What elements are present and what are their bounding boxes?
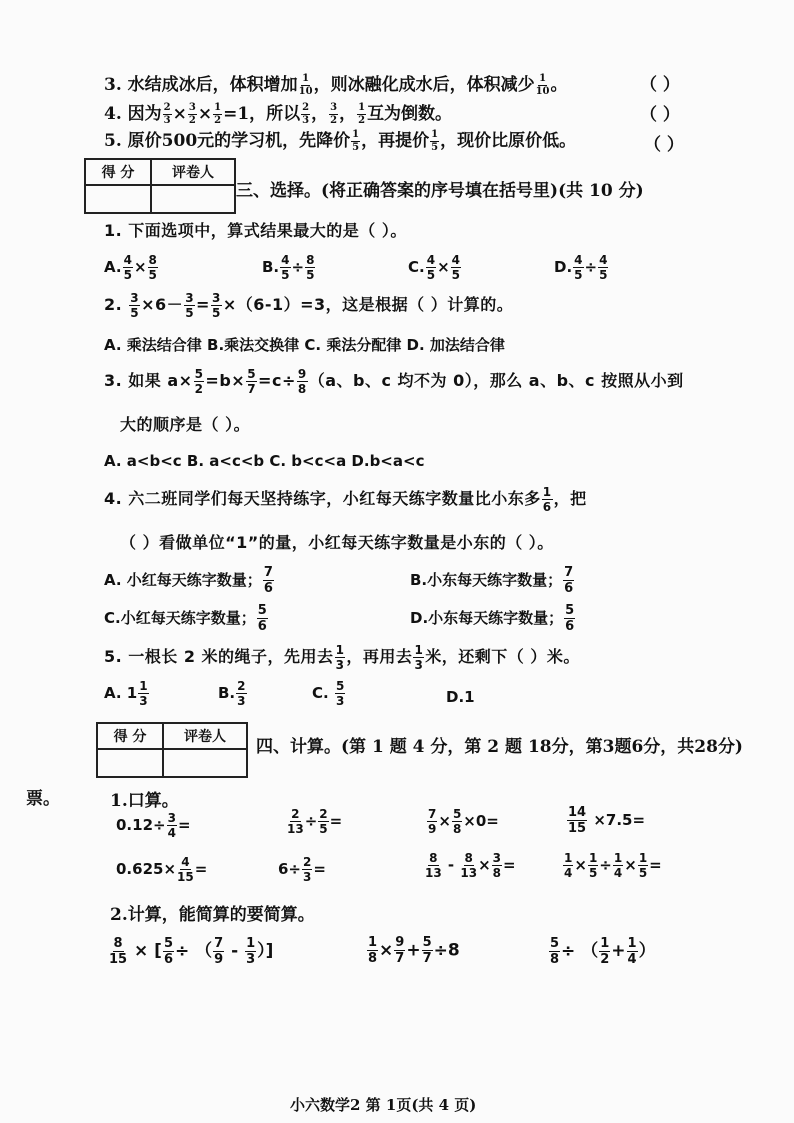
oral-calc-heading: 1.口算。 (110, 791, 179, 811)
choice-question-3: 3. 如果 a× $\frac{5}{2}$ =b× $\frac{5}{7}$ =c÷ $\frac{9}{8}$ （a、b、c 均不为 0），那么 a、b、c 按照从小到 (104, 367, 684, 396)
score-box-section-4 (96, 722, 248, 778)
tf-answer-bracket-5[interactable]: （ ） (644, 135, 684, 155)
choice-5-option-b[interactable]: B. $\frac{2}{3}$ (218, 679, 246, 708)
section-3-title: 三、选择。(将正确答案的序号填在括号里)(共 10 分) (236, 181, 644, 201)
margin-note: 票。 (26, 789, 60, 809)
score-cell[interactable] (97, 749, 163, 777)
oral-calc-4: $\frac{14}{15}$ ×7.5= (568, 805, 646, 836)
choice-4-option-a[interactable]: A. 小红每天练字数量； $\frac{7}{6}$ (104, 565, 273, 596)
tf-question-4: 4. 因为 $\frac{2}{3}$ × $\frac{3}{2}$ × $\frac{1}{2}$ =1，所以 $\frac{2}{3}$ ， $\frac{3}{2}$ ， $\frac{1}{2}$ 互为倒数。 (104, 102, 453, 126)
grader-cell[interactable] (151, 185, 235, 213)
oral-calc-7: $\frac{8}{13}$ - $\frac{8}{13}$ × $\frac{3}{8}$ = (425, 851, 516, 880)
choice-2-options[interactable]: A. 乘法结合律 B.乘法交换律 C. 乘法分配律 D. 加法结合律 (104, 336, 505, 354)
section-4-title: 四、计算。(第 1 题 4 分，第 2 题 18分，第3题6分，共28分) (256, 737, 743, 757)
tf-question-5: 5. 原价500元的学习机，先降价 $\frac{1}{5}$ ，再提价 $\frac{1}{5}$ ，现价比原价低。 (104, 129, 577, 153)
choice-5-option-a[interactable]: A. 1 $\frac{1}{3}$ (104, 679, 148, 708)
choice-question-4: 4. 六二班同学们每天坚持练字，小红每天练字数量比小东多 $\frac{1}{6}$ ，把 (104, 485, 587, 514)
grader-header: 评卷人 (163, 723, 247, 749)
calc-expression-1: $\frac{8}{15}$ × [ $\frac{5}{6}$ ÷ （ $\frac{7}{9}$ - $\frac{1}{3}$ ）] (109, 935, 274, 967)
tf-answer-bracket-4[interactable]: （ ） (640, 105, 680, 125)
score-box-section-3 (84, 158, 236, 214)
oral-calc-2: $\frac{2}{13}$ ÷ $\frac{2}{5}$ = (287, 807, 343, 836)
tf-answer-bracket-3[interactable]: （ ） (640, 75, 680, 95)
grader-cell[interactable] (163, 749, 247, 777)
oral-calc-5: 0.625× $\frac{4}{15}$ = (116, 855, 208, 884)
oral-calc-1: 0.12÷ $\frac{3}{4}$ = (116, 811, 191, 840)
calc-heading: 2.计算，能简算的要简算。 (110, 905, 315, 925)
score-header: 得 分 (97, 723, 163, 749)
calc-expression-3: $\frac{5}{8}$ ÷ （ $\frac{1}{2}$ + $\frac{1}{4}$ ） (550, 935, 656, 967)
choice-3-options[interactable]: A. a<b<c B. a<c<b C. b<c<a D.b<a<c (104, 452, 425, 470)
choice-1-option-a[interactable]: A. $\frac{4}{5}$ × $\frac{8}{5}$ (104, 253, 157, 282)
score-header: 得 分 (85, 159, 151, 185)
choice-5-option-d[interactable]: D.1 (446, 688, 475, 706)
page-footer: 小六数学2 第 1页(共 4 页) (290, 1096, 477, 1114)
calc-expression-2: $\frac{1}{8}$ × $\frac{9}{7}$ + $\frac{5}{7}$ ÷8 (368, 935, 460, 966)
choice-5-option-c[interactable]: C. $\frac{5}{3}$ (312, 679, 345, 708)
tf-question-3: 3. 水结成冰后，体积增加 $\frac{1}{10}$ ，则冰融化成水后，体积减少 $\frac{1}{10}$ 。 (104, 73, 568, 97)
oral-calc-6: 6÷ $\frac{2}{3}$ = (278, 855, 326, 884)
choice-question-2: 2. $\frac{3}{5}$ ×6－ $\frac{3}{5}$ = $\frac{3}{5}$ ×（6-1）=3，这是根据（ ）计算的。 (104, 291, 514, 320)
choice-question-5: 5. 一根长 2 米的绳子，先用去 $\frac{1}{3}$ ，再用去 $\frac{1}{3}$ 米，还剩下（ ）米。 (104, 643, 580, 672)
choice-question-4-line2: （ ）看做单位“1”的量，小红每天练字数量是小东的（ ）。 (120, 533, 554, 552)
choice-4-option-b[interactable]: B.小东每天练字数量； $\frac{7}{6}$ (410, 565, 574, 596)
choice-1-option-c[interactable]: C. $\frac{4}{5}$ × $\frac{4}{5}$ (408, 253, 461, 282)
choice-question-1: 1. 下面选项中，算式结果最大的是（ ）。 (104, 221, 407, 240)
choice-4-option-c[interactable]: C.小红每天练字数量； $\frac{5}{6}$ (104, 603, 267, 634)
choice-1-option-b[interactable]: B. $\frac{4}{5}$ ÷ $\frac{8}{5}$ (262, 253, 315, 282)
oral-calc-8: $\frac{1}{4}$ × $\frac{1}{5}$ ÷ $\frac{1}{4}$ × $\frac{1}{5}$ = (564, 851, 662, 880)
grader-header: 评卷人 (151, 159, 235, 185)
choice-1-option-d[interactable]: D. $\frac{4}{5}$ ÷ $\frac{4}{5}$ (554, 253, 608, 282)
oral-calc-3: $\frac{7}{9}$ × $\frac{5}{8}$ ×0= (428, 807, 499, 836)
choice-4-option-d[interactable]: D.小东每天练字数量； $\frac{5}{6}$ (410, 603, 575, 634)
choice-question-3-line2: 大的顺序是（ ）。 (120, 415, 251, 434)
score-cell[interactable] (85, 185, 151, 213)
